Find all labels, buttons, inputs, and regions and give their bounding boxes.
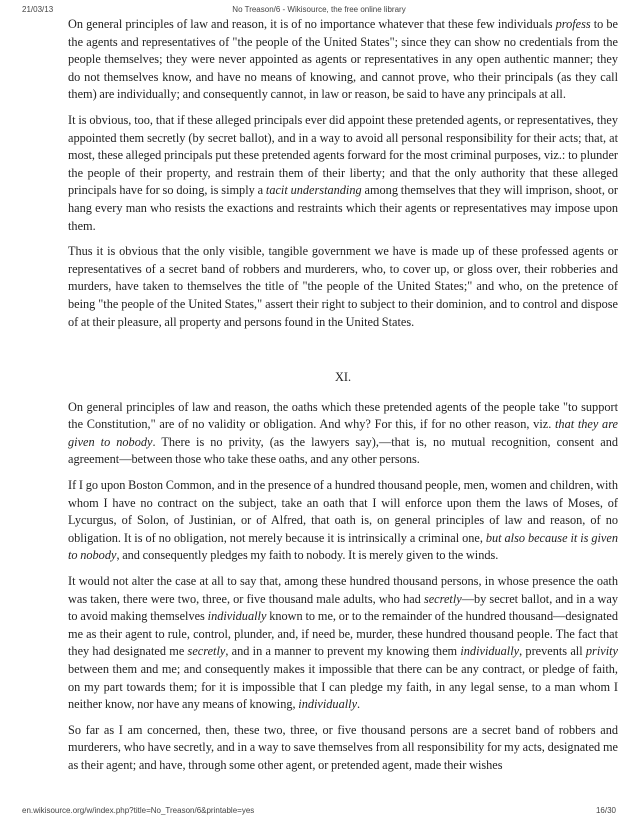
paragraph-4: On general principles of law and reason, the oaths which these pretended agents of the people take "to support the Constitution," are of no validity or obligation. And why? For this, if for no other reason, viz. that they are given to nobody. There is no privity, (as the lawyers say),—that is, no mutual recognition, consent and agreement—between those who take these oaths, and any other persons.	[68, 399, 619, 467]
page-number: 16/30	[595, 806, 616, 815]
paragraph-5: If I go upon Boston Common, and in the presence of a hundred thousand people, men, women and children, with whom I have no contract on the subject, take an oath that I will enforce upon them the laws of Moses, of Lycurgus, of Solon, of Justinian, or of Alfred, that oath is, on general principles of law and reason, of no obligation. It is of no obligation, not merely because it is intrinsically a criminal one, but also because it is given to nobody, and consequently pledges my faith to nobody. It is merely given to the winds.	[68, 478, 618, 563]
article-body	[68, 16, 618, 775]
paragraph-2: It is obvious, too, that if these alleged principals ever did appoint these pretended agents, or representatives, they appointed them secretly (by secret ballot), and in a way to avoid all personal responsibility for their acts; that, at most, these alleged principals put these pretended agents forward for the most criminal purposes, viz.: to plunder the people of their property, and restrain them of their liberty; and that the only authority that these alleged principals have for so doing, is simply a tacit understanding among themselves that they will imprison, shoot, or hang every man who resists the exactions and restraints which their agents or representatives may impose upon them.	[68, 112, 618, 233]
paragraph-7: So far as I am concerned, then, these two, three, or five thousand persons are a secret band of robbers and murderers, who have secretly, and in a way to save themselves from all responsibility for my acts, designated me as their agent; and have, through some other agent, or pretended agent, made their wishes	[68, 722, 618, 772]
page-url: en.wikisource.org/w/index.php?title=No_Treason/6&printable=yes	[22, 806, 255, 815]
print-date: 21/03/13	[22, 5, 54, 14]
print-footer	[22, 806, 616, 816]
page-title: No Treason/6 - Wikisource, the free online library	[232, 5, 406, 14]
section-heading: XI.	[334, 370, 352, 385]
paragraph-1: On general principles of law and reason, it is of no importance whatever that these few individuals profess to be the agents and representatives of "the people of the United States"; since they can show no credentials from the people themselves; they were never appointed as agents or representatives in any open authentic manner; they do not themselves know, and have no means of knowing, and cannot prove, who their principals (as they call them) are individually; and consequently cannot, in law or reason, be said to have any principals at all.	[68, 17, 618, 102]
paragraph-6: It would not alter the case at all to say that, among these hundred thousand persons, in whose presence the oath was taken, there were two, three, or five thousand male adults, who had secretly—by secret ballot, and in a way to avoid making themselves individually known to me, or to the remainder of the hundred thousand—designated me as their agent to rule, control, plunder, and, if need be, murder, these hundred thousand people. The fact that they had designated me secretly, and in a manner to prevent my knowing them individually, prevents all privity between them and me; and consequently makes it impossible that there can be any contract, or pledge of faith, on my part towards them; for it is impossible that I can pledge my faith, in any legal sense, to a man whom I neither know, nor have any means of knowing, individually.	[68, 574, 618, 712]
print-header	[22, 5, 616, 15]
paragraph-3: Thus it is obvious that the only visible, tangible government we have is made up of these professed agents or representatives of a secret band of robbers and murderers, who, to cover up, or gloss over, their robberies and murders, have taken to themselves the title of "the people of the United States;" and who, on the pretence of being "the people of the United States," assert their right to subject to their dominion, and to control and dispose of at their pleasure, all property and persons found in the United States.	[68, 244, 618, 329]
